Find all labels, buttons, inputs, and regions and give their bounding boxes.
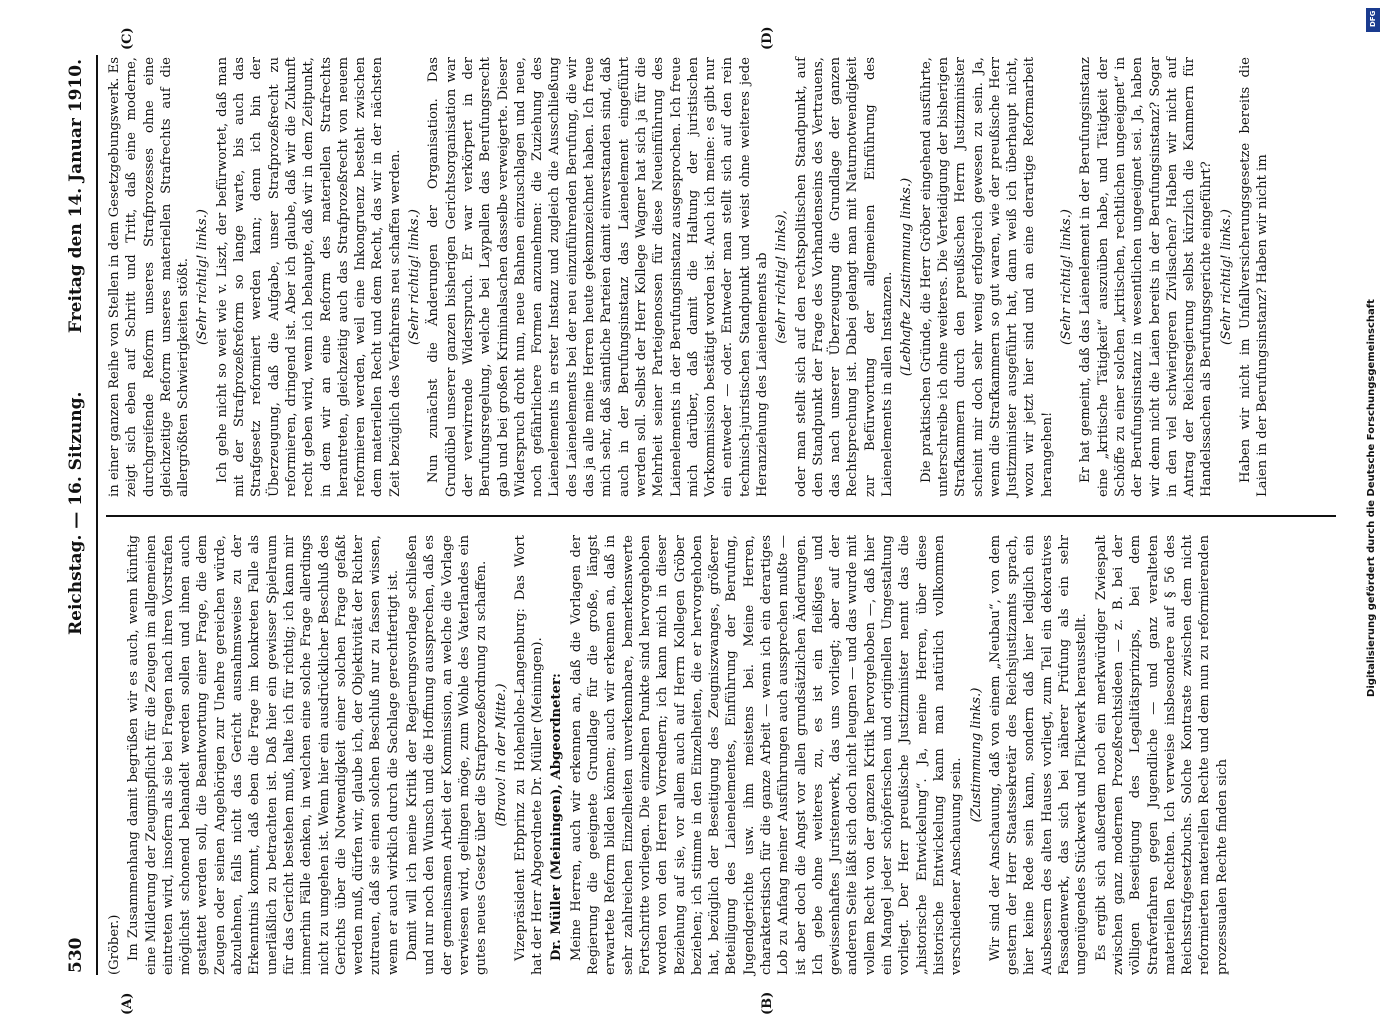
- interjection: (Sehr richtig! links.): [407, 209, 423, 345]
- page-header: [60, 55, 98, 975]
- speaker-name: Dr. Müller (Meiningen), Abgeordneter:: [549, 673, 565, 961]
- interjection: (Zustimmung links.): [968, 687, 984, 823]
- paragraph: Vizepräsident Erbprinz zu Hohenlohe-Langenburg: Das Wort hat der Herr Abgeordnete Dr. Müller (Meiningen).: [512, 535, 546, 975]
- dfg-logo-text: DFG: [1369, 10, 1377, 27]
- session-title: Reichstag. — 16. Sitzung.: [66, 391, 86, 635]
- speaker-heading: [548, 535, 565, 975]
- paragraph: Haben wir nicht im Unfallversicherungsgesetze bereits die Laien in der Berufungsinstanz? Haben wir nicht im: [1238, 57, 1271, 497]
- paragraph: Im Zusammenhang damit begrüßen wir es auch, wenn künftig eine Milderung der Zeugnispflicht für die Zeugen im allgemeinen eintreten wird, insofern als sie bei Fragen nach ihren Vorstrafen möglichst schonend behandelt werden sollen und ihnen auch gestattet werden soll, die Beantwortung einer Frage, die dem Zeugen oder seinen Angehörigen zur Unehre gereichen würde, abzulehnen, falls nicht das Gericht ausnahmsweise zu der Erkenntnis kommt, daß eben die Frage im konkreten Falle als unerläßlich zu betrachten ist. Daß hier ein gewisser Spielraum für das Gericht bestehen muß, halte ich für richtig; ich kann mir immerhin Fälle denken, in welchen eine solche Frage allerdings nicht zu umgehen ist. Wenn hier ein ausdrücklicher Beschluß des Gerichts über die Notwendigkeit einer solchen Frage gefaßt werden muß, dürfen wir, glaube ich, der Objektivität der Richter zutrauen, daß sie einen solchen Beschluß nur zu fassen wissen, wenn er auch wirklich durch die Sachlage gerechtfertigt ist.: [126, 535, 401, 975]
- paragraph: in einer ganzen Reihe von Stellen in dem Gesetzgebungswerk. Es zeigt sich eben auf Schritt und Tritt, daß eine moderne, durchgreifende Reform unseres Strafprozesses ohne eine gleichzeitige Reform unseres materiellen Strafrechts auf die allergrößten Schwierigkeiten stößt.: [107, 57, 192, 497]
- page-date: Freitag den 14. Januar 1910.: [66, 59, 86, 334]
- right-column: [106, 57, 1336, 497]
- interjection: (Bravo! in der Mitte.): [493, 683, 509, 827]
- credit-text: Digitalisierung gefördert durch die Deutsche Forschungsgemeinschaft: [1366, 299, 1377, 697]
- page-number: 530: [66, 937, 86, 973]
- speaker-reference: (Gröber.): [107, 914, 122, 975]
- paragraph: Die praktischen Gründe, die Herr Gröber eingehend ausführte, unterschreibe ich ohne weiteres. Die Verteidigung der bisherigen Strafkammern durch den preußischen Herrn Justizminister scheint mir doch sehr wenig erfolgreich gewesen zu sein. Ja, wenn die Strafkammern so gut waren, wie der preußische Herr Justizminister ausgeführt hat, dann weiß ich überhaupt nicht, wozu wir jetzt hier sind und an eine derartige Reformarbeit herangehen!: [918, 57, 1055, 497]
- interjection: (Sehr richtig! links.): [1059, 209, 1075, 345]
- left-column: [106, 535, 1336, 975]
- margin-marker-b: (B): [760, 991, 775, 1015]
- interjection: (sehr richtig! links),: [774, 210, 790, 344]
- interjection: (Sehr richtig! links.): [1218, 209, 1234, 345]
- paragraph: Er hat gemeint, daß das Laienelement in der Berufungsinstanz eine „kritische Tätigkeit“ auszuüben habe, und Tätigkeit der Schöffe zu einer solchen „kritischen, rechtlichen ungeeignet“ in der Berufungsinstanz in wesentlichen ungeeignet sei. Ja, haben wir denn nicht die Laien bereits in der Berufungsinstanz? Sogar in den viel schwierigeren Zivilsachen? Haben wir nicht auf Antrag der Reichsregierung selbst kürzlich die Kammern für Handelssachen als Berufungsgerichte eingeführt?: [1078, 57, 1215, 497]
- digitization-credit: [1363, 8, 1381, 988]
- paragraph: Nun zunächst die Änderungen der Organisation. Das Grundübel unserer ganzen bisherigen Gerichtsorganisation war der verwirrende Widerspruch. Er war verkörpert in der Berufungsregelung, welche bei Laypallen das Berufungsrecht gab und bei großen Kriminalsachen dasselbe verweigerte. Dieser Widerspruch droht nun, neue Bahnen einzuschlagen und neue, noch gefährlichere Formen anzunehmen: die Zuziehung des Laienelements in erster Instanz und zugleich die Ausschließung des Laienelements bei der neu einzuführenden Berufung, die wir das ja alle meine Herren heute gekennzeichnet haben. Ich freue mich sehr, daß sämtliche Parteien damit einverstanden sind, daß auch in der Berufungsinstanz das Laienelement eingeführt werden soll. Selbst der Herr Kollege Wagner hat sich ja für die Mehrheit seiner Parteigenossen für diese Neueinführung des Laienelements in der Berufungsinstanz ausgesprochen. Ich freue mich darüber, daß damit die Haltung der juristischen Vorkommission bestätigt worden ist. Auch ich meine: es gibt nur ein entweder — oder. Entweder man stellt sich auf den rein technisch-juristischen Standpunkt und weist ohne weiteres jede Heranziehung des Laienelements ab: [426, 57, 770, 497]
- paragraph: Wir sind der Anschauung, daß von einem „Neubau“, von dem gestern der Herr Staatssekretär des Reichsjustizamts sprach, hier keine Rede sein kann, sondern daß hier lediglich ein Ausbessern des alten Hauses vorliegt, zum Teil ein dekoratives Fassadenwerk, das sich bei näherer Prüfung als ein sehr ungenügendes Stückwerk und Flickwerk herausstellt.: [987, 535, 1090, 975]
- paragraph: oder man stellt sich auf den rechtspolitischen Standpunkt, auf den Standpunkt der Frage des Vorhandenseins des Vertrauens, das nach unserer Überzeugung die Grundlage der ganzen Rechtsprechung ist. Dabei gelangt man mit Naturnotwendigkeit zur Befürwortung der allgemeinen Einführung des Laienelements in allen Instanzen.: [793, 57, 896, 497]
- margin-marker-a: (A): [120, 992, 135, 1015]
- column-divider: [106, 515, 1336, 517]
- margin-marker-d: (D): [760, 26, 775, 50]
- interjection: (Lebhafte Zustimmung links.): [899, 177, 915, 377]
- interjection: (Sehr richtig! links.): [195, 209, 211, 345]
- paragraph: Meine Herren, auch wir erkennen an, daß die Vorlagen der Regierung die geeignete Grundlage für die große, längst erwartete Reform bilden können; auch wir erkennen an, daß in sehr zahlreichen Einzelheiten unverkennbare, bemerkenswerte Fortschritte vorliegen. Die einzelnen Punkte sind hervorgehoben worden von den Herren Vorrednern; ich kann mich in dieser Beziehung auf sie, vor allem auch auf Herrn Kollegen Gröber beziehen; ich stimme in den Einzelheiten, die er hervorgehoben hat, bezüglich der Beseitigung des Zeugniszwanges, größerer Beteiligung des Laienelementes, Einführung der Berufung, Jugendgerichte usw. ihm meistens bei. Meine Herren, charakteristisch für die ganze Arbeit — wenn ich ein derartiges Lob zu Anfang meiner Ausführungen auch aussprechen mußte — ist aber doch die Angst vor allen grundsätzlichen Änderungen. Ich gebe ohne weiteres zu, es ist ein fleißiges und gewissenhaftes Juristenwerk, das uns vorliegt; aber auf der anderen Seite läßt sich doch nicht leugnen — und das wurde mit vollem Recht von der ganzen Kritik hervorgehoben —, daß hier ein Mangel jeder schöpferischen und originellen Umgestaltung vorliegt. Der Herr preußische Justizminister nennt das die „historische Entwickelung“. Ja, meine Herren, über diese historische Entwickelung kann man natürlich vollkommen verschiedener Anschauung sein.: [568, 535, 965, 975]
- paragraph: Ich gehe nicht so weit wie v. Liszt, der befürwortet, daß man mit der Strafprozeßreform so lange warte, bis auch das Strafgesetz reformiert werden kann; denn ich bin der Überzeugung, daß die Aufgabe, unser Strafprozeßrecht zu reformieren, dringend ist. Aber ich glaube, daß wir die Zukunft recht geben wird, wenn ich behaupte, daß wir in dem Zeitpunkt, in dem wir an eine Reform des materiellen Strafrechts herantreten, gleichzeitig auch das Strafprozeßrecht von neuem reformieren werden, weil eine Inkongruenz besteht zwischen dem materiellen Recht und dem Recht, das wir in der nächsten Zeit bezüglich des Verfahrens neu schaffen werden.: [214, 57, 403, 497]
- margin-marker-c: (C): [120, 27, 135, 50]
- paragraph: Es ergibt sich außerdem noch ein merkwürdiger Zwiespalt zwischen ganz modernen Prozeßrechtsideen — z. B. bei der völligen Beseitigung des Legalitätsprinzips, bei dem Strafverfahren gegen Jugendliche — und ganz veralteten materiellen Rechten. Ich verweise insbesondere auf § 56 des Reichsstrafgesetzbuchs. Solche Kontraste zwischen dem nicht reformierten materiellen Rechte und dem nun zu reformierenden prozessualen Rechte finden sich: [1093, 535, 1230, 975]
- paragraph: Damit will ich meine Kritik der Regierungsvorlage schließen und nur noch den Wunsch und die Hoffnung aussprechen, daß es der gemeinsamen Arbeit der Kommission, an welche die Vorlage verwiesen wird, gelingen möge, zum Wohle des Vaterlandes ein gutes neues Gesetz über die Strafprozeßordnung zu schaffen.: [405, 535, 490, 975]
- dfg-logo: [1366, 8, 1380, 32]
- newspaper-page: [60, 26, 1360, 1015]
